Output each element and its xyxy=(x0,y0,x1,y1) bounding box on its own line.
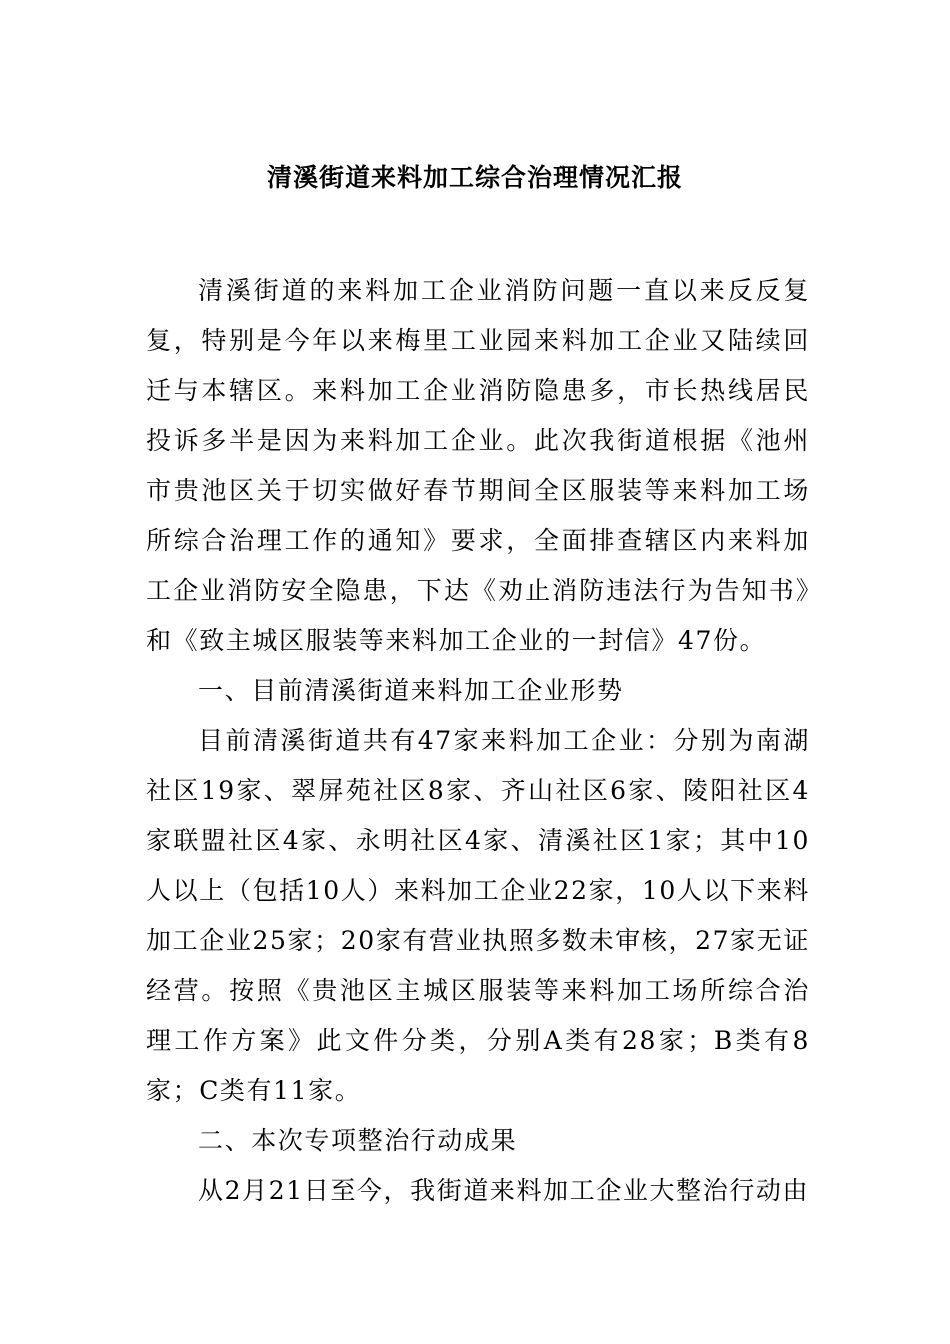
document-body xyxy=(146,266,810,1216)
situation-paragraph: 目前清溪街道共有47家来料加工企业：分别为南湖社区19家、翠屏苑社区8家、齐山社区6家、陵阳社区4家联盟社区4家、永明社区4家、清溪社区1家；其中10人以上（包括10人）来料加工企业22家，10人以下来料加工企业25家；20家有营业执照多数未审核，27家无证经营。按照《贵池区主城区服装等来料加工场所综合治理工作方案》此文件分类，分别A类有28家；B类有8家；C类有11家。 xyxy=(146,726,810,1105)
intro-paragraph: 清溪街道的来料加工企业消防问题一直以来反反复复，特别是今年以来梅里工业园来料加工企业又陆续回迁与本辖区。来料加工企业消防隐患多，市长热线居民投诉多半是因为来料加工企业。此次我街道根据《池州市贵池区关于切实做好春节期间全区服装等来料加工场所综合治理工作的通知》要求，全面排查辖区内来料加工企业消防安全隐患，下达《劝止消防违法行为告知书》和《致主城区服装等来料加工企业的一封信》47份。 xyxy=(146,276,810,655)
document-title: 清溪街道来料加工综合治理情况汇报 xyxy=(266,163,683,192)
results-paragraph: 从2月21日至今，我街道来料加工企业大整治行动由 xyxy=(198,1176,810,1205)
section-heading-2: 二、本次专项整治行动成果 xyxy=(198,1126,518,1155)
section-heading-1: 一、目前清溪街道来料加工企业形势 xyxy=(198,676,624,705)
